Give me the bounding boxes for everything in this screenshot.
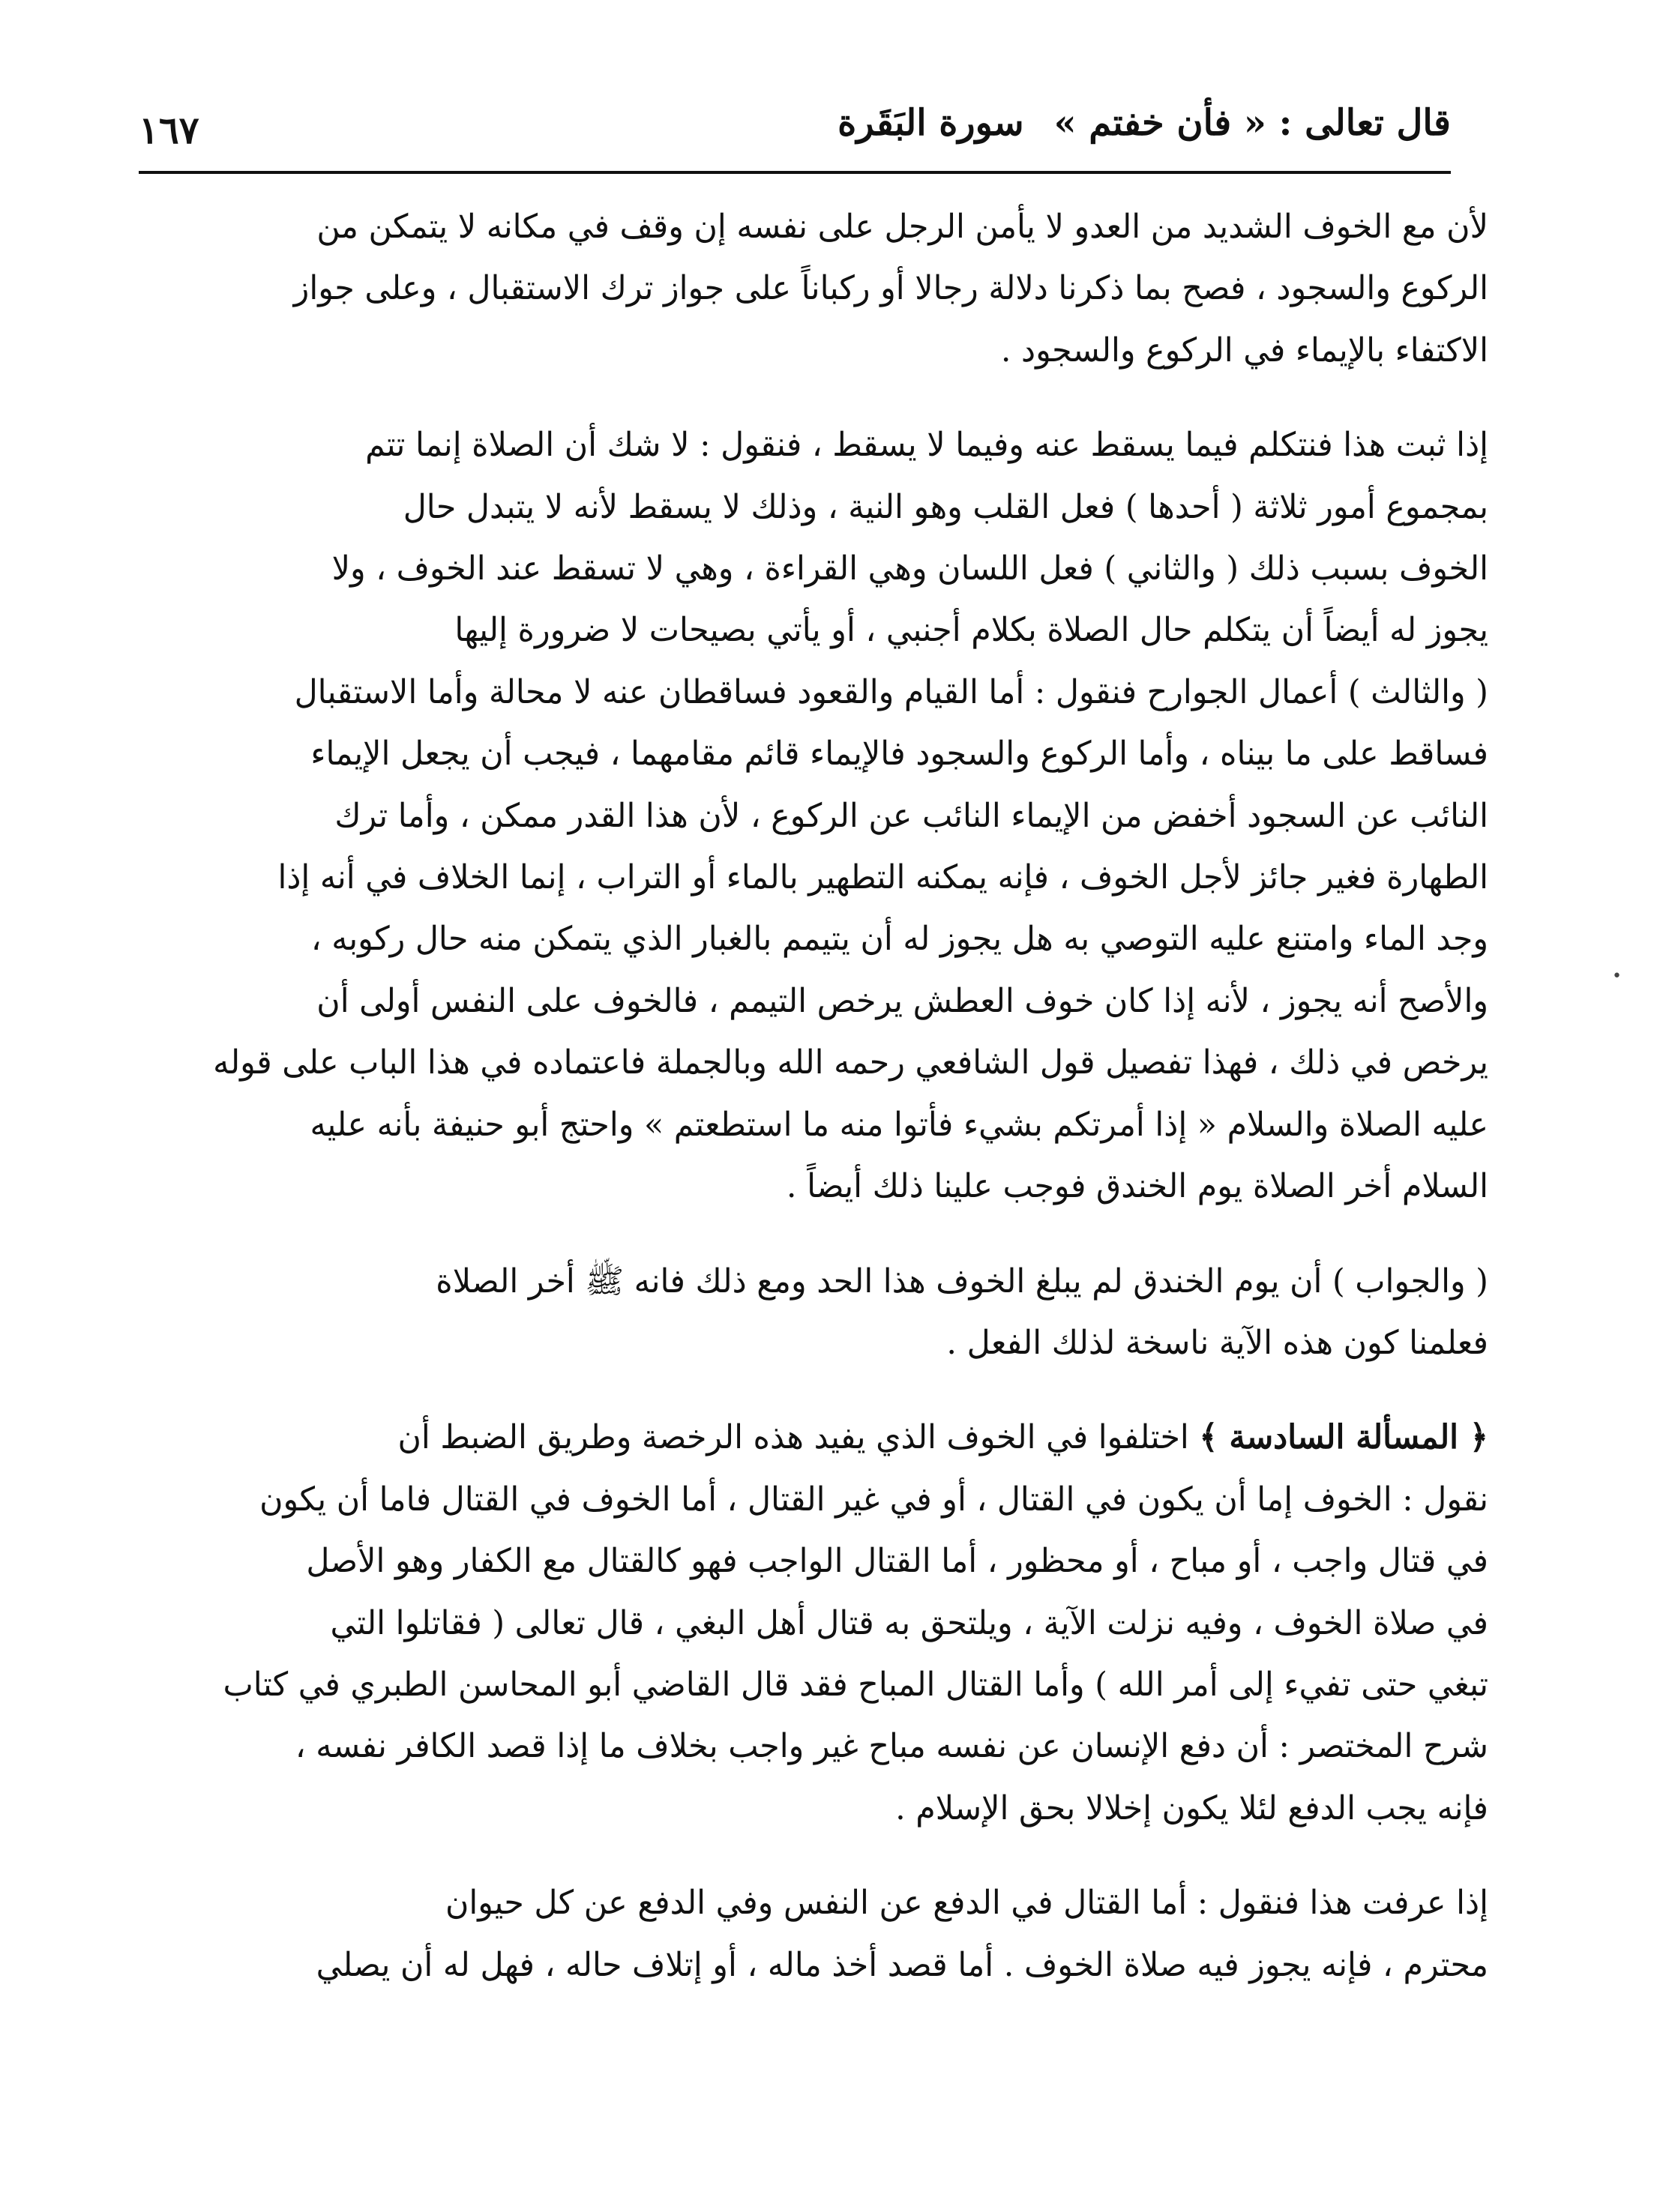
- line-text: محترم ، فإنه يجوز فيه صلاة الخوف . أما قصد أخذ ماله ، أو إتلاف حاله ، فهل له أن يصلي: [316, 1945, 1489, 1984]
- text-line: [176, 538, 1488, 600]
- line-text: السلام أخر الصلاة يوم الخندق فوجب علينا ذلك أيضاً .: [786, 1167, 1488, 1206]
- header-divider: [139, 171, 1451, 174]
- line-text: يجوز له أيضاً أن يتكلم حال الصلاة بكلام أجنبي ، أو يأتي بصيحات لا ضرورة إليها: [454, 611, 1489, 650]
- line-text: عليه الصلاة والسلام « إذا أمرتكم بشيء فأتوا منه ما استطعتم » واحتج أبو حنيفة بأنه عليه: [310, 1105, 1488, 1144]
- line-text: يرخص في ذلك ، فهذا تفصيل قول الشافعي رحمه الله وبالجملة فاعتماده في هذا الباب على قوله: [213, 1043, 1489, 1082]
- line-text: الخوف بسبب ذلك ( والثاني ) فعل اللسان وهي القراءة ، وهي لا تسقط عند الخوف ، ولا: [331, 549, 1488, 588]
- line-text: النائب عن السجود أخفض من الإيماء النائب عن الركوع ، لأن هذا القدر ممكن ، وأما ترك: [334, 796, 1488, 835]
- text-line: [176, 1156, 1488, 1217]
- line-text: ( والثالث ) أعمال الجوارح فنقول : أما القيام والقعود فساقطان عنه لا محالة وأما الاستقبال: [294, 672, 1488, 711]
- text-line: [176, 1032, 1488, 1094]
- line-text: إذا عرفت هذا فنقول : أما القتال في الدفع عن النفس وفي الدفع عن كل حيوان: [445, 1884, 1488, 1923]
- line-text: شرح المختصر : أن دفع الإنسان عن نفسه مباح غير واجب بخلاف ما إذا قصد الكافر نفسه ،: [295, 1727, 1488, 1766]
- line-text: الاكتفاء بالإيماء في الركوع والسجود .: [1000, 331, 1488, 370]
- paragraph: [139, 1872, 1488, 1996]
- line-text: نقول : الخوف إما أن يكون في القتال ، أو في غير القتال ، أما الخوف في القتال فاما أن يكون: [259, 1480, 1488, 1519]
- text-line: [176, 1469, 1488, 1531]
- line-text: اختلفوا في الخوف الذي يفيد هذه الرخصة وطريق الضبط أن: [397, 1418, 1189, 1457]
- text-line: [176, 258, 1488, 319]
- header-title: [837, 102, 1451, 144]
- page-number: ١٦٧: [139, 108, 199, 152]
- line-text: والأصح أنه يجوز ، لأنه إذا كان خوف العطش يرخص التيمم ، فالخوف على النفس أولى أن: [316, 981, 1488, 1020]
- text-line: [176, 1935, 1488, 1996]
- header-verse-ref: قال تعالى : « فأن خفتم »: [1053, 102, 1451, 144]
- line-text: فساقط على ما بيناه ، وأما الركوع والسجود فالإيماء قائم مقامهما ، فيجب أن يجعل الإيماء: [310, 735, 1488, 774]
- section-heading: ﴿ المسألة السادسة ﴾: [1199, 1418, 1488, 1457]
- text-line: [176, 477, 1488, 538]
- text-line: [176, 908, 1488, 970]
- paragraph: [139, 1251, 1488, 1375]
- line-text: ( والجواب ) أن يوم الخندق لم يبلغ الخوف هذا الحد ومع ذلك فانه ﷺ أخر الصلاة: [436, 1262, 1488, 1301]
- line-text: إذا ثبت هذا فنتكلم فيما يسقط عنه وفيما لا يسقط ، فنقول : لا شك أن الصلاة إنما تتم: [365, 426, 1488, 465]
- paragraph: [139, 415, 1488, 1217]
- running-header: [139, 96, 1451, 171]
- text-line: [176, 847, 1488, 908]
- line-text: فعلمنا كون هذه الآية ناسخة لذلك الفعل .: [946, 1323, 1488, 1362]
- line-text: فإنه يجب الدفع لئلا يكون إخلالا بحق الإسلام .: [895, 1788, 1488, 1827]
- line-text: في صلاة الخوف ، وفيه نزلت الآية ، ويلتحق به قتال أهل البغي ، قال تعالى ( فقاتلوا التي: [330, 1603, 1488, 1642]
- margin-mark: •: [1612, 967, 1622, 986]
- line-text: في قتال واجب ، أو مباح ، أو محظور ، أما القتال الواجب فهو كالقتال مع الكفار وهو الأصل: [306, 1542, 1488, 1581]
- text-line: [176, 600, 1488, 661]
- line-text: لأن مع الخوف الشديد من العدو لا يأمن الرجل على نفسه إن وقف في مكانه لا يتمكن من: [316, 208, 1489, 246]
- text-line: [176, 1531, 1488, 1592]
- text-line: [176, 415, 1488, 476]
- text-line: [176, 1716, 1488, 1777]
- text-line: [176, 1872, 1488, 1934]
- text-line: [176, 1313, 1488, 1374]
- text-line: [176, 662, 1488, 723]
- line-text: وجد الماء وامتنع عليه التوصي به هل يجوز له أن يتيمم بالغبار الذي يتمكن منه حال ركوبه ،: [310, 920, 1488, 959]
- text-line: [176, 196, 1488, 258]
- text-line: [176, 320, 1488, 382]
- text-line: [176, 786, 1488, 847]
- text-line: [176, 1593, 1488, 1654]
- text-line: [176, 1251, 1488, 1313]
- text-line: [176, 1654, 1488, 1716]
- header-surah-name: سورة البَقَرة: [837, 102, 1024, 144]
- text-line: [176, 723, 1488, 785]
- paragraph: [139, 196, 1488, 382]
- line-text: بمجموع أمور ثلاثة ( أحدها ) فعل القلب وهو النية ، وذلك لا يسقط لأنه لا يتبدل حال: [403, 487, 1488, 526]
- text-line: [176, 1094, 1488, 1156]
- text-line: [176, 1778, 1488, 1839]
- line-text: الركوع والسجود ، فصح بما ذكرنا دلالة رجالا أو ركباناً على جواز ترك الاستقبال ، وعلى جواز: [293, 269, 1488, 308]
- text-line: [176, 971, 1488, 1032]
- text-line: [176, 1407, 1488, 1468]
- line-text: الطهارة فغير جائز لأجل الخوف ، فإنه يمكنه التطهير بالماء أو التراب ، إنما الخلاف في أنه إذا: [277, 858, 1488, 897]
- paragraph: [139, 1407, 1488, 1839]
- line-text: تبغي حتى تفيء إلى أمر الله ) وأما القتال المباح فقد قال القاضي أبو المحاسن الطبري في كتاب: [223, 1665, 1489, 1704]
- body-text: [139, 196, 1488, 2029]
